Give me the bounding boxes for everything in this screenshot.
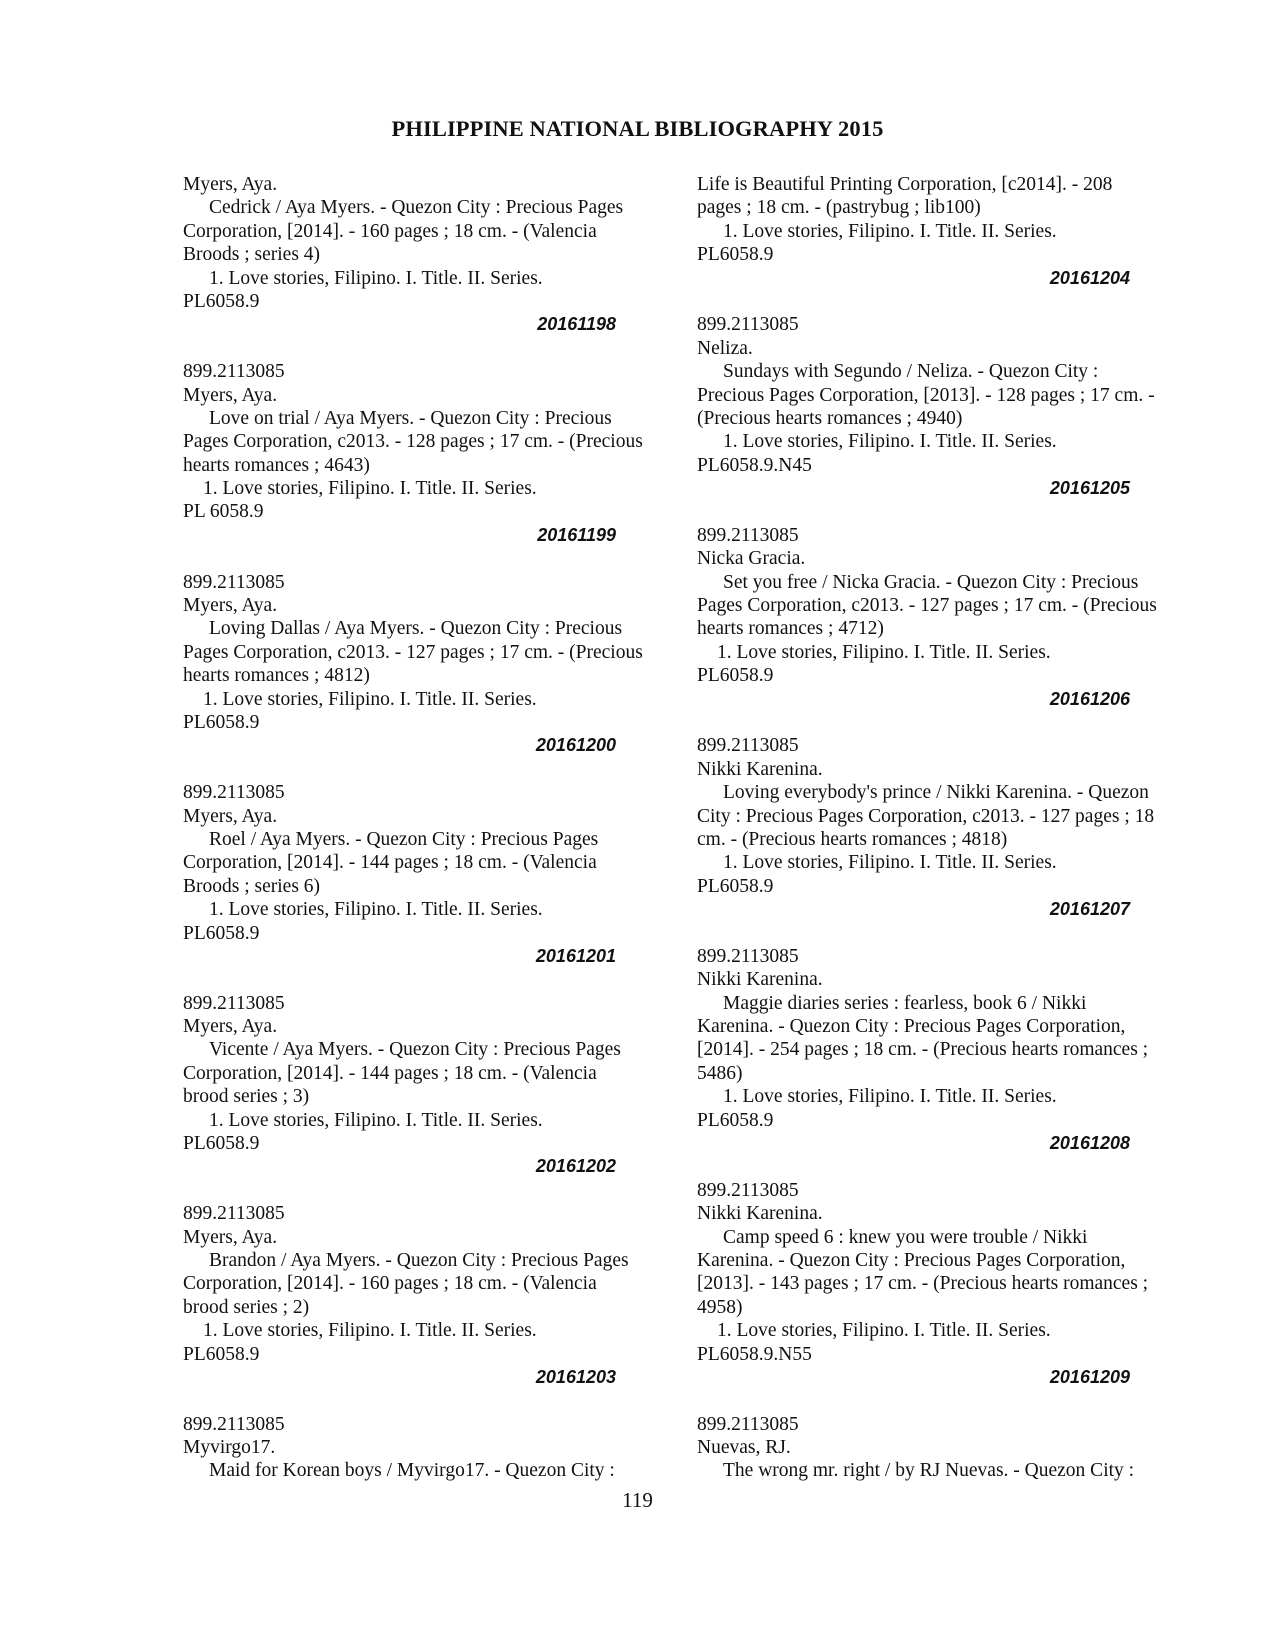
entry-line: 1. Love stories, Filipino. I. Title. II. Series. [209,899,543,921]
entry-line: [2013]. - 143 pages ; 17 cm. - (Precious hearts romances ; [697,1273,1149,1295]
entry-line: 899.2113085 [697,314,799,336]
control-number: 20161203 [535,1366,616,1387]
control-number: 20161206 [1049,688,1130,709]
entry-line: PL6058.9 [183,290,260,312]
entry-spacer [183,547,668,570]
entry-line: pages ; 18 cm. - (pastrybug ; lib100) [697,197,981,219]
entry-line: Nikki Karenina. [697,758,823,780]
entry-line: 899.2113085 [183,1413,285,1435]
entry-line: Roel / Aya Myers. - Quezon City : Precious Pages [209,828,599,850]
entry-line: Nikki Karenina. [697,1203,823,1225]
entry-line: brood series ; 3) [183,1086,310,1108]
entry-line: 899.2113085 [183,361,285,383]
right-column [697,173,1182,1483]
entry-line: Corporation, [2014]. - 144 pages ; 18 cm. - (Valencia [183,1062,597,1084]
entry-line: 1. Love stories, Filipino. I. Title. II. Series. [717,641,1051,663]
entry-line: Broods ; series 6) [183,875,321,897]
entry-line: Vicente / Aya Myers. - Quezon City : Precious Pages [209,1039,621,1061]
entry-line: cm. - (Precious hearts romances ; 4818) [697,828,1008,850]
entry-line: hearts romances ; 4712) [697,618,884,640]
entry-line: City : Precious Pages Corporation, c2013. - 127 pages ; 18 [697,805,1155,827]
entry-line: PL6058.9 [697,244,774,266]
control-number: 20161208 [1049,1133,1130,1154]
control-number: 20161205 [1049,478,1130,499]
entry-line: Myers, Aya. [183,1016,278,1038]
entry-line: PL6058.9 [697,1109,774,1131]
control-number: 20161207 [1049,899,1130,920]
entry-line: Nuevas, RJ. [697,1437,791,1459]
entry-line: 899.2113085 [697,735,799,757]
entry-line: Myers, Aya. [183,805,278,827]
entry-line: 1. Love stories, Filipino. I. Title. II. Series. [209,267,543,289]
page-title: PHILIPPINE NATIONAL BIBLIOGRAPHY 2015 [391,116,884,141]
entry-line: PL6058.9 [183,711,260,733]
entry-line: The wrong mr. right / by RJ Nuevas. - Quezon City : [723,1460,1135,1482]
entry-line: Love on trial / Aya Myers. - Quezon City : Precious [209,407,612,429]
entry-line: PL 6058.9 [183,501,264,523]
entry-line: 899.2113085 [183,1203,285,1225]
entry-line: 899.2113085 [697,1413,799,1435]
entry-spacer [183,1389,668,1412]
entry-line: 899.2113085 [697,1179,799,1201]
entry-spacer [697,922,1182,945]
entry-spacer [697,1155,1182,1178]
entry-line: PL6058.9.N45 [697,454,812,476]
control-number: 20161199 [537,524,616,545]
entry-line: Myers, Aya. [183,174,278,195]
entry-line: Nicka Gracia. [697,548,806,570]
entry-line: Maid for Korean boys / Myvirgo17. - Quezon City : [209,1460,615,1482]
entry-line: 1. Love stories, Filipino. I. Title. II. Series. [723,220,1057,242]
entry-line: Life is Beautiful Printing Corporation, [c2014]. - 208 [697,174,1113,195]
entry-line: hearts romances ; 4643) [183,454,370,476]
entry-line: 1. Love stories, Filipino. I. Title. II. Series. [209,1109,543,1131]
left-column [183,173,668,1483]
entry-spacer [697,1389,1182,1412]
entry-line: Pages Corporation, c2013. - 128 pages ; 17 cm. - (Precious [183,431,643,453]
entry-line: Corporation, [2014]. - 160 pages ; 18 cm. - (Valencia [183,220,597,242]
entry-spacer [183,337,668,360]
entry-line: Myers, Aya. [183,1226,278,1248]
entry-line: 4958) [697,1296,743,1318]
control-number: 20161198 [537,314,616,335]
entry-line: Myers, Aya. [183,595,278,617]
control-number: 20161204 [1049,267,1130,288]
entry-line: Loving everybody's prince / Nikki Karenina. - Quezon [723,782,1149,804]
entry-line: PL6058.9 [183,1343,260,1365]
entry-line: PL6058.9 [183,1133,260,1155]
entry-spacer [697,290,1182,313]
entry-spacer [697,711,1182,734]
entry-line: Corporation, [2014]. - 144 pages ; 18 cm. - (Valencia [183,852,597,874]
entry-line: Myvirgo17. [183,1437,276,1459]
entry-line: (Precious hearts romances ; 4940) [697,407,963,429]
entry-line: Karenina. - Quezon City : Precious Pages Corporation, [697,1016,1126,1038]
entry-line: 899.2113085 [697,945,799,967]
control-number: 20161200 [535,735,616,756]
entry-line: 899.2113085 [183,782,285,804]
entry-line: brood series ; 2) [183,1296,310,1318]
entry-line: 5486) [697,1062,743,1084]
entry-line: 1. Love stories, Filipino. I. Title. II. Series. [203,1320,537,1342]
entry-line: PL6058.9 [183,922,260,944]
entry-line: hearts romances ; 4812) [183,665,370,687]
entry-spacer [183,758,668,781]
entry-line: PL6058.9.N55 [697,1343,812,1365]
entry-line: Cedrick / Aya Myers. - Quezon City : Precious Pages [209,197,624,219]
entry-line: [2014]. - 254 pages ; 18 cm. - (Precious hearts romances ; [697,1039,1149,1061]
entry-line: Pages Corporation, c2013. - 127 pages ; 17 cm. - (Precious [697,595,1157,617]
entry-line: Neliza. [697,337,753,359]
entry-line: 1. Love stories, Filipino. I. Title. II. Series. [203,688,537,710]
entry-spacer [183,968,668,991]
entry-line: 899.2113085 [697,524,799,546]
control-number: 20161202 [535,1156,616,1177]
entry-line: Precious Pages Corporation, [2013]. - 128 pages ; 17 cm. - [697,384,1155,406]
entry-line: Sundays with Segundo / Neliza. - Quezon City : [723,361,1099,383]
entry-line: PL6058.9 [697,875,774,897]
entry-spacer [697,500,1182,523]
entry-line: Camp speed 6 : knew you were trouble / Nikki [723,1226,1088,1248]
entry-line: 1. Love stories, Filipino. I. Title. II. Series. [723,431,1057,453]
entry-line: Corporation, [2014]. - 160 pages ; 18 cm. - (Valencia [183,1273,597,1295]
entry-line: Broods ; series 4) [183,244,321,266]
entry-line: Karenina. - Quezon City : Precious Pages Corporation, [697,1249,1126,1271]
entry-spacer [183,1179,668,1202]
page-number: 119 [622,1488,653,1512]
entry-line: 1. Love stories, Filipino. I. Title. II. Series. [717,1320,1051,1342]
entry-line: 1. Love stories, Filipino. I. Title. II. Series. [723,1086,1057,1108]
entry-line: Set you free / Nicka Gracia. - Quezon City : Precious [723,571,1139,593]
entry-line: Nikki Karenina. [697,969,823,991]
control-number: 20161209 [1049,1366,1130,1387]
entry-line: Brandon / Aya Myers. - Quezon City : Precious Pages [209,1249,629,1271]
control-number: 20161201 [535,945,616,966]
entry-line: PL6058.9 [697,665,774,687]
entry-line: Maggie diaries series : fearless, book 6 / Nikki [723,992,1087,1014]
entry-line: Loving Dallas / Aya Myers. - Quezon City : Precious [209,618,623,640]
entry-line: Myers, Aya. [183,384,278,406]
entry-line: 1. Love stories, Filipino. I. Title. II. Series. [723,852,1057,874]
entry-line: 1. Love stories, Filipino. I. Title. II. Series. [203,478,537,500]
entry-line: 899.2113085 [183,992,285,1014]
entry-line: Pages Corporation, c2013. - 127 pages ; 17 cm. - (Precious [183,641,643,663]
entry-line: 899.2113085 [183,571,285,593]
